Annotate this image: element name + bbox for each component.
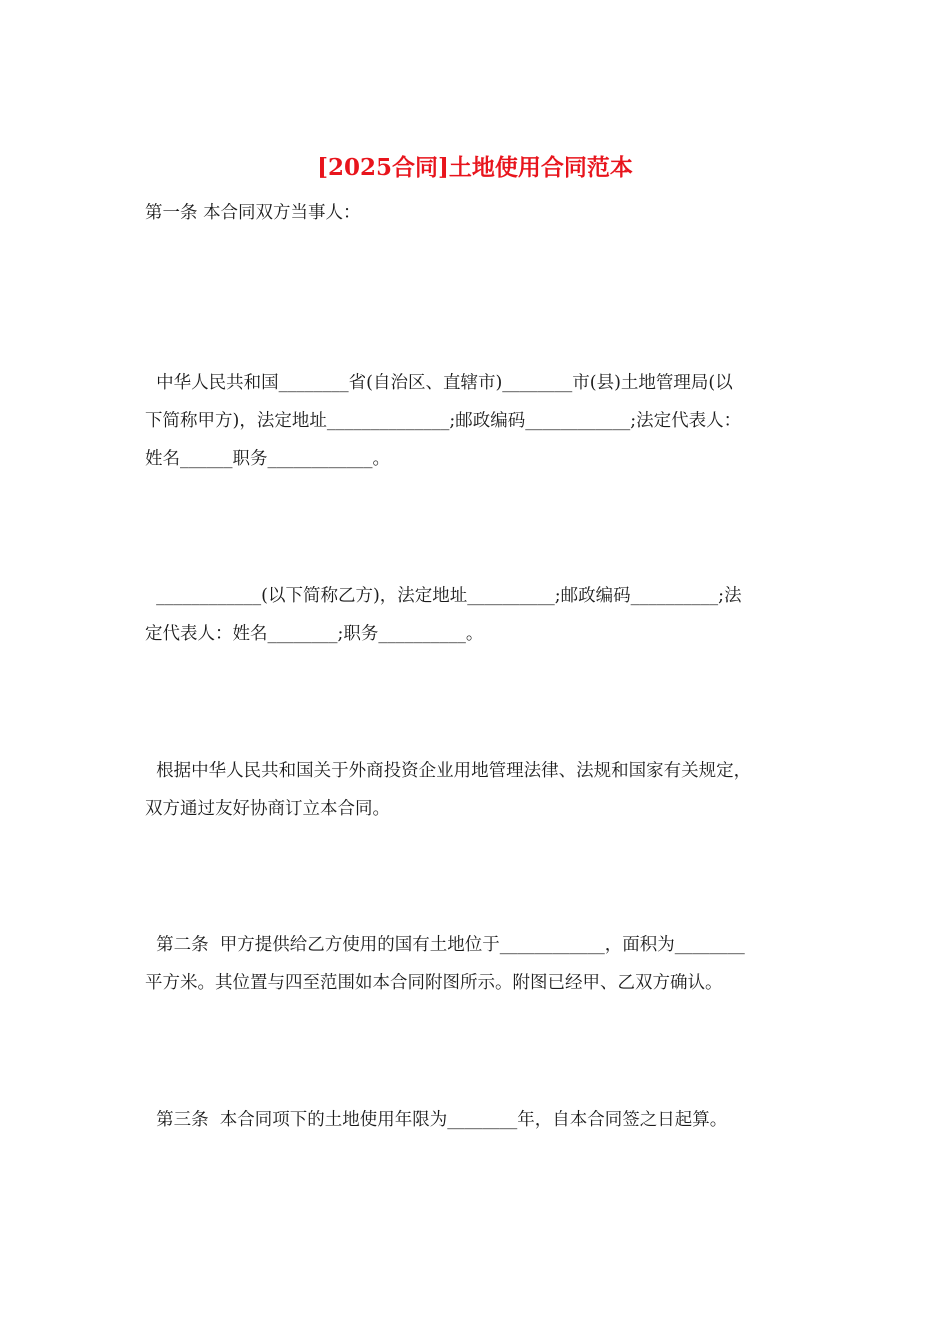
article-3-line-1: 第三条 本合同项下的土地使用年限为________年，自本合同签之日起算。 [145, 1110, 728, 1130]
party-a-line-2: 下简称甲方)，法定地址______________;邮政编码____________;法定代表人： [145, 411, 742, 431]
article-2-line-2: 平方米。其位置与四至范围如本合同附图所示。附图已经甲、乙双方确认。 [145, 973, 723, 993]
basis-line-1: 根据中华人民共和国关于外商投资企业用地管理法律、法规和国家有关规定， [145, 761, 752, 781]
article-2-line-1: 第二条 甲方提供给乙方使用的国有土地位于____________，面积为________ [145, 935, 745, 955]
party-b-line-2: 定代表人：姓名________;职务__________。 [145, 624, 484, 644]
party-a-line-1: 中华人民共和国________省(自治区、直辖市)________市(县)土地管理局(以 [145, 373, 733, 393]
article-1-heading: 第一条 本合同双方当事人： [145, 203, 361, 223]
party-a-line-3: 姓名______职务____________。 [145, 449, 390, 469]
document-title: [2025合同]土地使用合同范本 [317, 154, 633, 181]
basis-line-2: 双方通过友好协商订立本合同。 [145, 799, 390, 819]
party-b-line-1: ____________(以下简称乙方)，法定地址__________;邮政编码__________;法 [145, 586, 742, 606]
